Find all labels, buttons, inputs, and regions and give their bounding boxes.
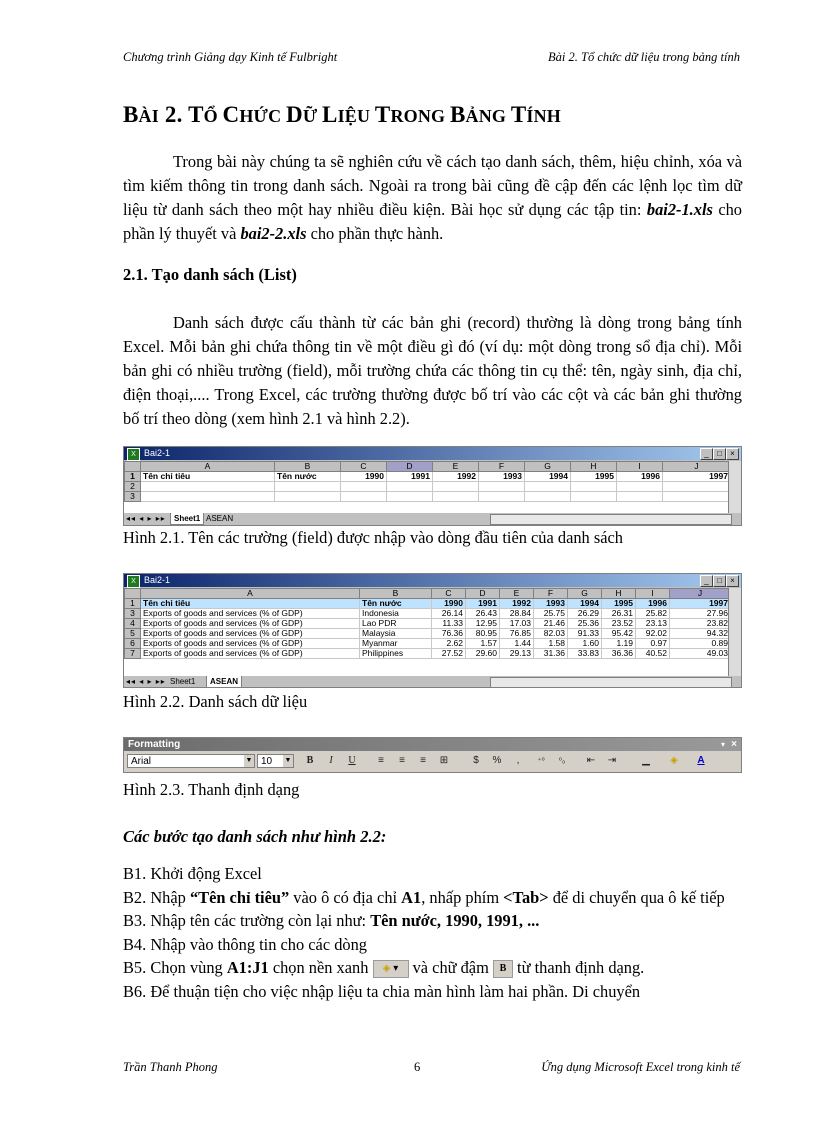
step-item: B1. Khởi động Excel xyxy=(123,864,262,883)
section-paragraph: Danh sách được cấu thành từ các bản ghi (record) thường là dòng trong bảng tính Excel. Mỗi bản ghi chứa thông tin về một điều gì đó (ví dụ: một dòng trong sổ địa chỉ). Mỗi bản ghi có nhiều trường (field), mỗi trường chứa các thông tin cụ thể: tên, ngày sinh, địa chỉ, điện thoại,.... Trong Excel, các trường thường được bố trí vào các cột và các bản ghi thường bố trí theo dòng (xem hình 2.1 và hình 2.2). xyxy=(123,313,742,428)
cell[interactable]: 36.36 xyxy=(602,649,636,659)
restore-icon[interactable]: □ xyxy=(713,448,726,460)
step-item: B5. Chọn vùng A1:J1 chọn nền xanh ◈ ▾ và chữ đậm B từ thanh định dạng. xyxy=(123,958,645,977)
col-header[interactable]: G xyxy=(568,589,602,599)
bold-button[interactable]: B xyxy=(306,755,314,766)
excel-icon: X xyxy=(127,448,140,461)
borders-icon[interactable]: ▁ xyxy=(642,755,650,766)
col-header[interactable]: E xyxy=(433,462,479,472)
cell[interactable]: 1991 xyxy=(387,472,433,482)
window-titlebar xyxy=(124,447,741,460)
cell[interactable]: 1.60 xyxy=(568,639,602,649)
step-item: B3. Nhập tên các trường còn lại như: Tên nước, 1990, 1991, ... xyxy=(123,911,540,930)
cell[interactable]: 76.85 xyxy=(500,629,534,639)
cell[interactable]: Exports of goods and services (% of GDP) xyxy=(141,639,360,649)
cell[interactable]: 25.82 xyxy=(636,609,670,619)
cell[interactable]: 26.14 xyxy=(432,609,466,619)
cell[interactable]: 1994 xyxy=(525,472,571,482)
excel-icon: X xyxy=(127,575,140,588)
fill-color-button[interactable]: ◈ ▾ xyxy=(373,960,409,978)
col-header[interactable]: A xyxy=(141,589,360,599)
font-size-combo[interactable] xyxy=(257,754,294,768)
cell[interactable]: 49.03 xyxy=(670,649,731,659)
col-header[interactable]: I xyxy=(636,589,670,599)
close-icon[interactable]: × xyxy=(726,575,739,587)
col-header[interactable]: F xyxy=(534,589,568,599)
fill-color-icon: ◈ xyxy=(382,963,391,975)
cell[interactable]: 1991 xyxy=(466,599,500,609)
cell[interactable]: Philippines xyxy=(360,649,432,659)
decrease-indent-icon[interactable]: ⇤ xyxy=(586,755,596,766)
cell[interactable]: 0.97 xyxy=(636,639,670,649)
row-header[interactable]: 1 xyxy=(125,599,141,609)
table-row xyxy=(125,639,731,649)
page-number: 6 xyxy=(414,1060,421,1074)
row-header[interactable]: 2 xyxy=(125,482,141,492)
running-header-left: Chương trình Giảng dạy Kinh tế Fulbright xyxy=(123,50,338,64)
cell[interactable]: 29.60 xyxy=(466,649,500,659)
cell[interactable]: 27.96 xyxy=(670,609,731,619)
col-header[interactable]: C xyxy=(341,462,387,472)
increase-decimal-icon[interactable]: ⁺⁰ xyxy=(537,756,545,765)
sheet-grid[interactable] xyxy=(124,461,729,513)
cell[interactable]: 21.46 xyxy=(534,619,568,629)
cell[interactable]: 31.36 xyxy=(534,649,568,659)
row-header[interactable]: 3 xyxy=(125,609,141,619)
cell[interactable]: 1990 xyxy=(432,599,466,609)
steps-heading: Các bước tạo danh sách như hình 2.2: xyxy=(123,827,387,846)
col-header[interactable]: G xyxy=(525,462,571,472)
tab-asean[interactable]: ASEAN xyxy=(206,514,234,523)
align-right-icon[interactable]: ≡ xyxy=(420,755,426,766)
footer-book-title: Ứng dụng Microsoft Excel trong kinh tế xyxy=(541,1060,740,1074)
select-all[interactable] xyxy=(125,589,141,599)
cell[interactable]: 23.13 xyxy=(636,619,670,629)
percent-icon[interactable]: % xyxy=(492,755,502,766)
sheet-grid[interactable] xyxy=(124,588,729,676)
tab-sheet1[interactable]: Sheet1 xyxy=(170,677,196,686)
cell[interactable]: 91.33 xyxy=(568,629,602,639)
col-header[interactable]: H xyxy=(602,589,636,599)
select-all[interactable] xyxy=(125,462,141,472)
cell[interactable]: Indonesia xyxy=(360,609,432,619)
cell[interactable]: 29.13 xyxy=(500,649,534,659)
cell[interactable]: 11.33 xyxy=(432,619,466,629)
cell[interactable]: 1995 xyxy=(571,472,617,482)
vertical-scrollbar[interactable] xyxy=(728,588,741,676)
cell[interactable]: 1.44 xyxy=(500,639,534,649)
table-body xyxy=(125,609,731,659)
cell[interactable]: 25.36 xyxy=(568,619,602,629)
minimize-icon[interactable]: _ xyxy=(700,448,713,460)
footer-author: Trần Thanh Phong xyxy=(123,1060,218,1074)
cell[interactable]: Exports of goods and services (% of GDP) xyxy=(141,609,360,619)
close-icon[interactable]: × xyxy=(726,448,739,460)
cell[interactable]: 1993 xyxy=(479,472,525,482)
cell[interactable]: 95.42 xyxy=(602,629,636,639)
cell[interactable]: 26.29 xyxy=(568,609,602,619)
window-title: Bai2-1 xyxy=(144,448,171,458)
cell[interactable]: 0.89 xyxy=(670,639,731,649)
row-header[interactable]: 6 xyxy=(125,639,141,649)
page-title: BÀI 2. TỔ CHỨC DỮ LIỆU TRONG BẢNG TÍNH xyxy=(123,102,561,127)
cell[interactable]: 1.58 xyxy=(534,639,568,649)
font-color-icon[interactable]: A xyxy=(697,755,705,766)
merge-center-icon[interactable]: ⊞ xyxy=(439,755,449,766)
font-name-combo[interactable] xyxy=(127,754,255,768)
cell[interactable]: Myanmar xyxy=(360,639,432,649)
running-header-right: Bài 2. Tổ chức dữ liệu trong bảng tính xyxy=(548,50,740,64)
cell[interactable]: 26.31 xyxy=(602,609,636,619)
cell[interactable]: 80.95 xyxy=(466,629,500,639)
bold-button[interactable]: B xyxy=(493,960,513,978)
toolbar-title: Formatting xyxy=(128,739,181,750)
font-name-value: Arial xyxy=(131,756,152,767)
col-header[interactable]: E xyxy=(500,589,534,599)
tab-nav-arrows[interactable]: ◂◂ ◂ ▸ ▸▸ xyxy=(126,514,166,523)
col-header[interactable]: D xyxy=(387,462,433,472)
col-header[interactable]: D xyxy=(466,589,500,599)
cell[interactable]: 23.82 xyxy=(670,619,731,629)
col-header[interactable]: H xyxy=(571,462,617,472)
table-header-row xyxy=(125,599,731,609)
cell[interactable]: 40.52 xyxy=(636,649,670,659)
cell[interactable]: Tên chỉ tiêu xyxy=(141,599,360,609)
section-heading: 2.1. Tạo danh sách (List) xyxy=(123,265,297,284)
cell[interactable]: Exports of goods and services (% of GDP) xyxy=(141,649,360,659)
step-item: B2. Nhập “Tên chỉ tiêu” vào ô có địa chỉ A1, nhấp phím <Tab> để di chuyển qua ô kế tiếp xyxy=(123,887,725,907)
figure-caption-2: Hình 2.2. Danh sách dữ liệu xyxy=(123,692,308,711)
table-row xyxy=(125,629,731,639)
window-titlebar xyxy=(124,574,741,587)
cell[interactable]: 2.62 xyxy=(432,639,466,649)
underline-button[interactable]: U xyxy=(348,755,356,766)
cell[interactable]: Exports of goods and services (% of GDP) xyxy=(141,629,360,639)
cell[interactable]: 12.95 xyxy=(466,619,500,629)
tab-sheet1[interactable]: Sheet1 xyxy=(170,513,204,525)
cell[interactable]: 82.03 xyxy=(534,629,568,639)
increase-indent-icon[interactable]: ⇥ xyxy=(607,755,617,766)
toolbar-titlebar xyxy=(124,738,741,751)
fill-color-icon[interactable]: ◈ xyxy=(670,755,678,766)
cell[interactable]: 1993 xyxy=(534,599,568,609)
step-item: B6. Để thuận tiện cho việc nhập liệu ta chia màn hình làm hai phần. Di chuyển xyxy=(123,981,641,1001)
align-center-icon[interactable]: ≡ xyxy=(399,755,405,766)
figure-caption-3: Hình 2.3. Thanh định dạng xyxy=(123,780,300,799)
font-size-value: 10 xyxy=(261,756,273,767)
col-header[interactable]: B xyxy=(360,589,432,599)
chevron-down-icon[interactable]: ▼ xyxy=(283,755,293,767)
window-title: Bai2-1 xyxy=(144,575,171,585)
col-header[interactable]: J xyxy=(663,462,731,472)
cell[interactable]: Exports of goods and services (% of GDP) xyxy=(141,619,360,629)
horizontal-scrollbar[interactable] xyxy=(490,514,732,525)
chevron-down-icon[interactable]: ▼ xyxy=(244,755,254,767)
row-header[interactable]: 5 xyxy=(125,629,141,639)
table-row xyxy=(125,609,731,619)
table-row xyxy=(125,649,731,659)
step-item: B4. Nhập vào thông tin cho các dòng xyxy=(123,934,367,954)
cell[interactable]: 1996 xyxy=(636,599,670,609)
cell[interactable]: 1990 xyxy=(341,472,387,482)
align-left-icon[interactable]: ≡ xyxy=(378,755,384,766)
col-header[interactable]: A xyxy=(141,462,275,472)
italic-button[interactable]: I xyxy=(329,755,333,766)
cell[interactable]: 1994 xyxy=(568,599,602,609)
cell[interactable]: 92.02 xyxy=(636,629,670,639)
cell[interactable]: 1996 xyxy=(617,472,663,482)
row-header[interactable]: 1 xyxy=(125,472,141,482)
col-header[interactable]: I xyxy=(617,462,663,472)
col-header[interactable]: C xyxy=(432,589,466,599)
cell[interactable]: 1992 xyxy=(500,599,534,609)
cell[interactable]: 1.57 xyxy=(466,639,500,649)
cell[interactable]: 1995 xyxy=(602,599,636,609)
cell[interactable]: 1.19 xyxy=(602,639,636,649)
intro-paragraph: Trong bài này chúng ta sẽ nghiên cứu về cách tạo danh sách, thêm, hiệu chỉnh, xóa và tìm kiếm thông tin trong danh sách. Ngoài ra trong bài cũng đề cập đến các lệnh lọc tìm dữ liệu từ danh sách theo một hay nhiều điều kiện. Bài học sử dụng các tập tin: bai2-1.xls cho phần lý thuyết và bai2-2.xls cho phần thực hành. xyxy=(123,152,743,243)
toolbar-options-icon[interactable]: ▾ xyxy=(720,740,725,749)
cell[interactable]: 1997 xyxy=(670,599,731,609)
cell[interactable]: Lao PDR xyxy=(360,619,432,629)
excel-window-fig2 xyxy=(123,573,742,688)
close-icon[interactable]: × xyxy=(731,739,737,750)
minimize-icon[interactable]: _ xyxy=(700,575,713,587)
cell[interactable]: 94.32 xyxy=(670,629,731,639)
col-header[interactable]: J xyxy=(670,589,731,599)
cell[interactable]: Tên chỉ tiêu xyxy=(141,472,275,482)
cell[interactable]: 26.43 xyxy=(466,609,500,619)
steps-list xyxy=(123,862,742,1003)
formatting-toolbar xyxy=(123,737,742,773)
cell[interactable]: 33.83 xyxy=(568,649,602,659)
row-header[interactable]: 7 xyxy=(125,649,141,659)
col-header[interactable]: F xyxy=(479,462,525,472)
cell[interactable]: 27.52 xyxy=(432,649,466,659)
row-header[interactable]: 3 xyxy=(125,492,141,502)
cell[interactable]: Malaysia xyxy=(360,629,432,639)
comma-style-icon[interactable]: , xyxy=(516,755,520,766)
cell[interactable]: Tên nước xyxy=(275,472,341,482)
excel-window-fig1 xyxy=(123,446,742,526)
tab-nav-arrows[interactable]: ◂◂ ◂ ▸ ▸▸ xyxy=(126,677,166,686)
horizontal-scrollbar[interactable] xyxy=(490,677,732,688)
currency-icon[interactable]: $ xyxy=(473,755,479,766)
cell[interactable]: 23.52 xyxy=(602,619,636,629)
cell[interactable]: 1992 xyxy=(433,472,479,482)
row-header[interactable]: 4 xyxy=(125,619,141,629)
decrease-decimal-icon[interactable]: ⁰₀ xyxy=(558,756,566,765)
tab-asean[interactable]: ASEAN xyxy=(206,676,242,688)
sheet-tab-bar xyxy=(124,513,741,524)
col-header[interactable]: B xyxy=(275,462,341,472)
cell[interactable]: 28.84 xyxy=(500,609,534,619)
cell[interactable]: 76.36 xyxy=(432,629,466,639)
cell[interactable]: 25.75 xyxy=(534,609,568,619)
cell[interactable]: Tên nước xyxy=(360,599,432,609)
figure-caption-1: Hình 2.1. Tên các trường (field) được nhập vào dòng đầu tiên của danh sách xyxy=(123,528,623,547)
sheet-tab-bar xyxy=(124,676,741,687)
vertical-scrollbar[interactable] xyxy=(728,461,741,513)
table-row xyxy=(125,619,731,629)
restore-icon[interactable]: □ xyxy=(713,575,726,587)
cell[interactable]: 1997 xyxy=(663,472,731,482)
cell[interactable]: 17.03 xyxy=(500,619,534,629)
